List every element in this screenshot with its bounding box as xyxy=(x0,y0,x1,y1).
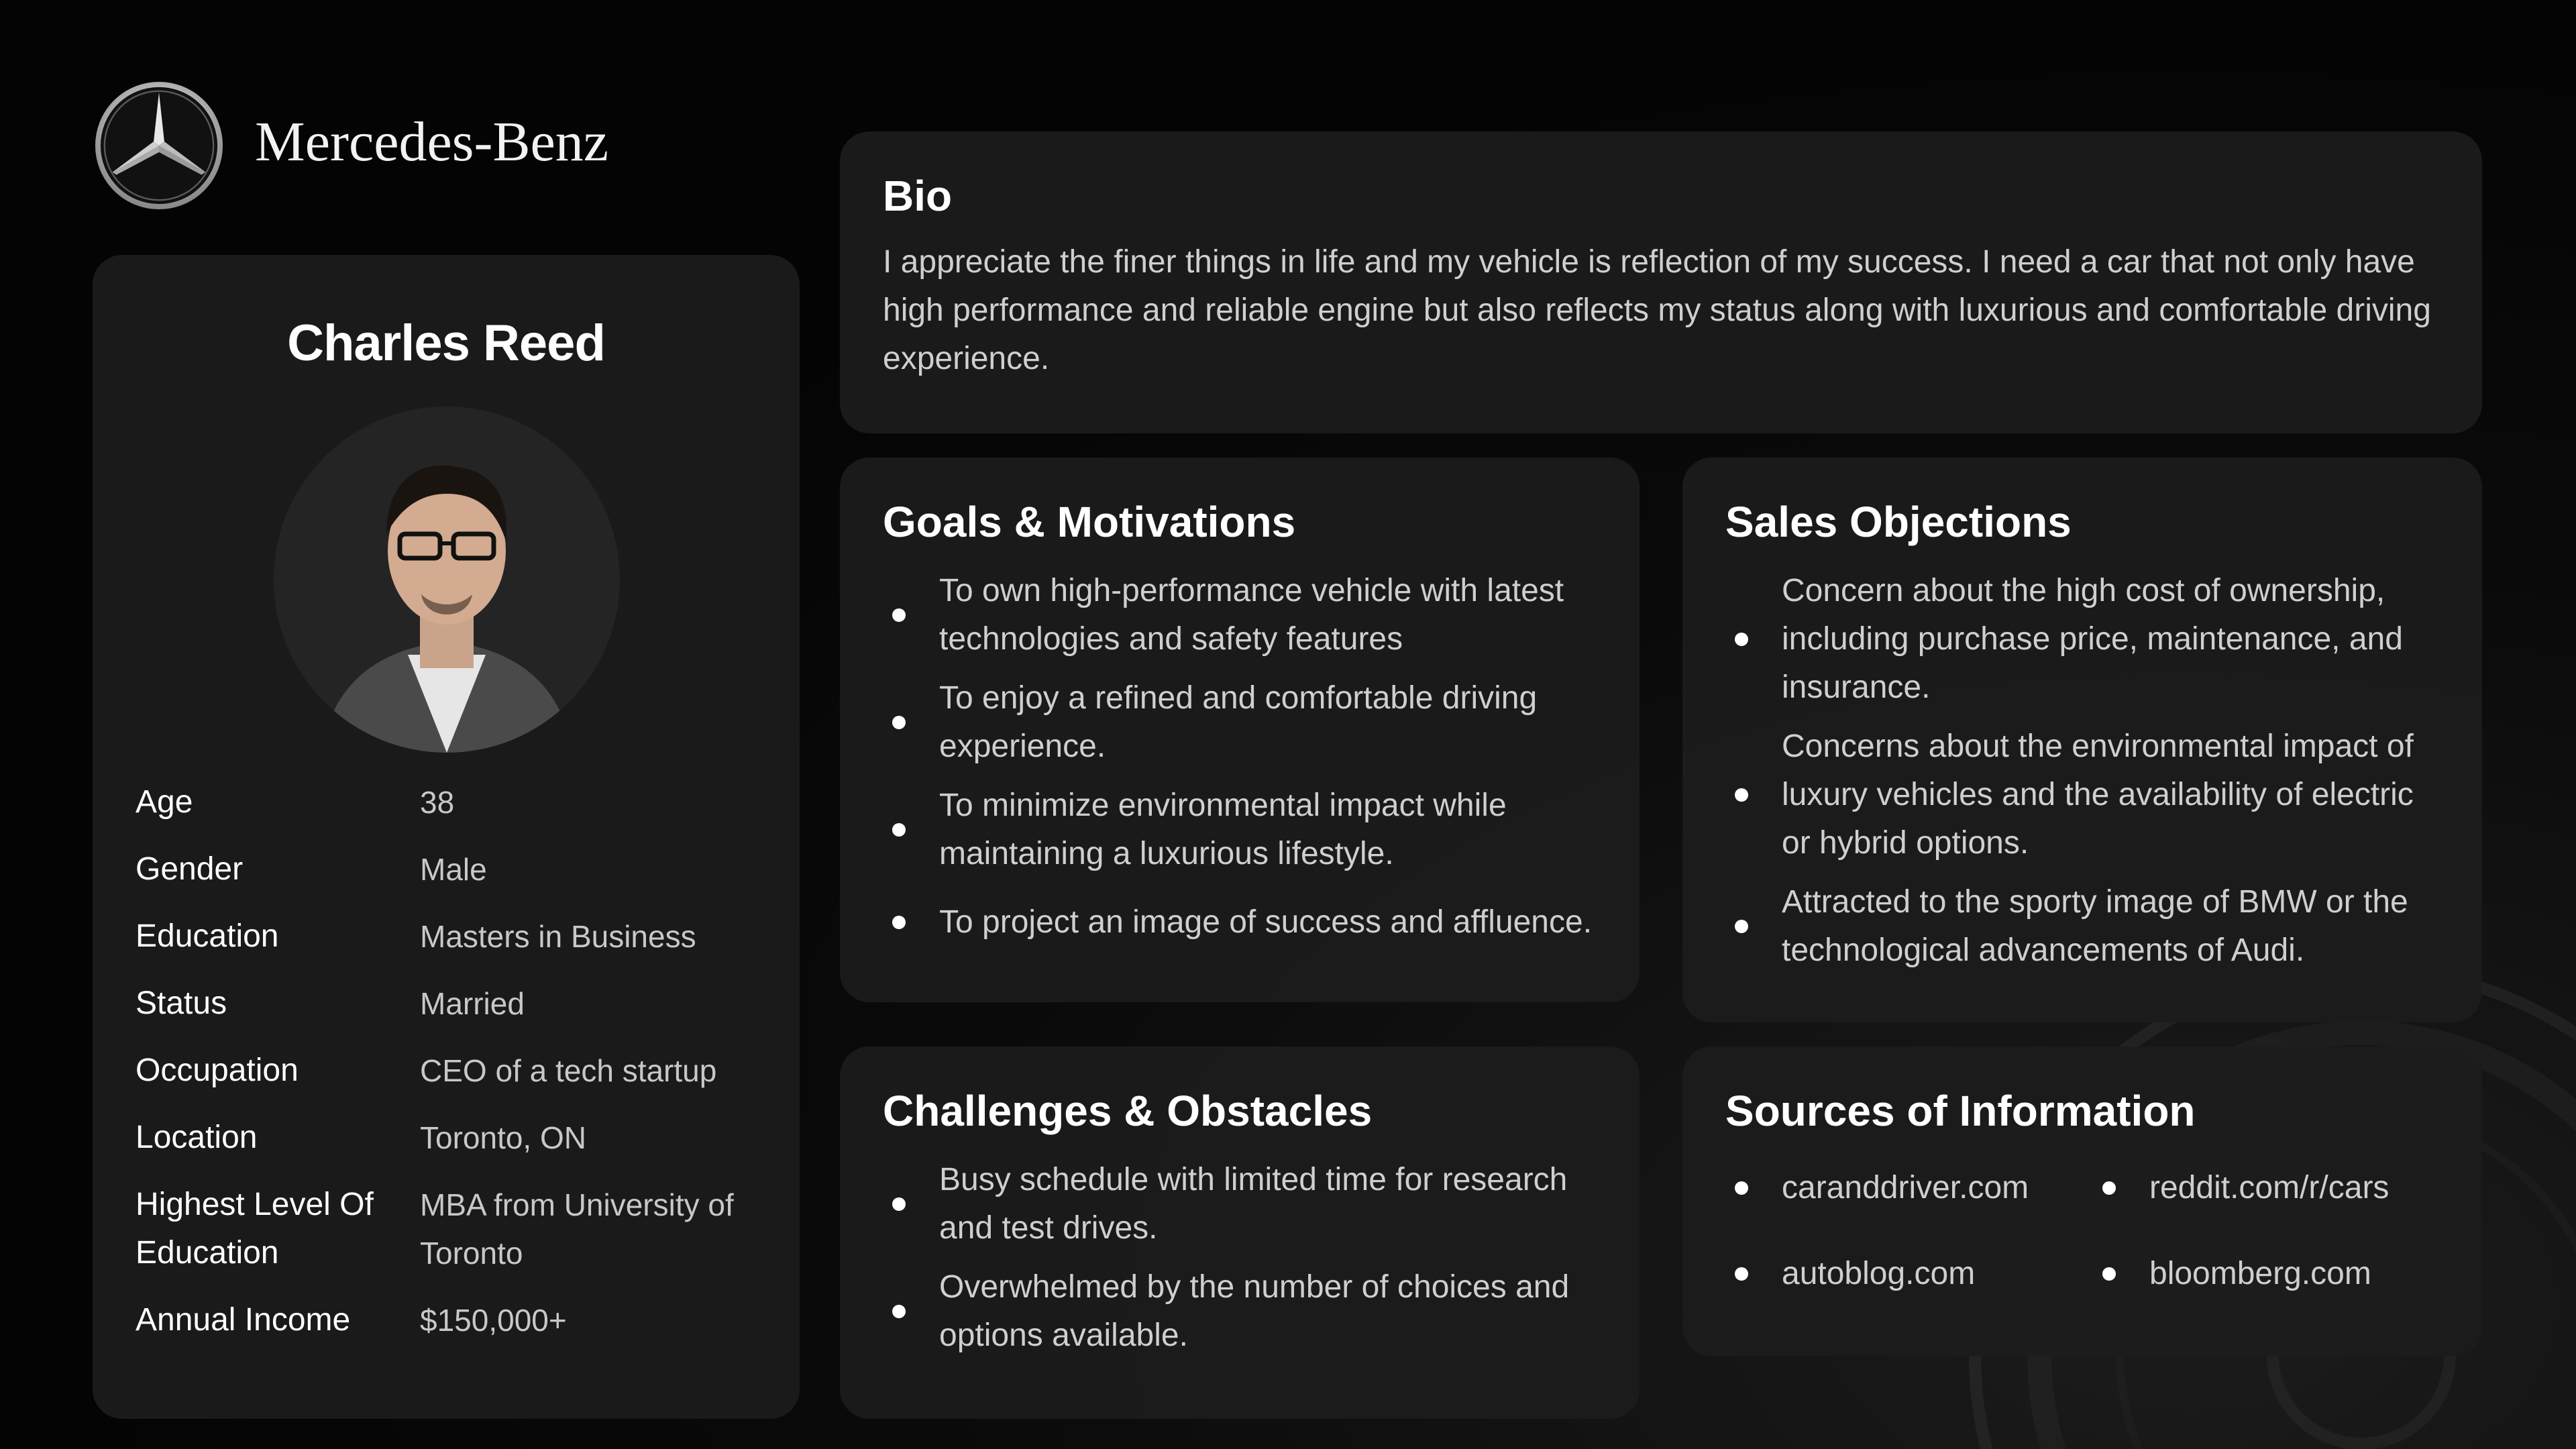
goals-card xyxy=(840,458,1640,1002)
list-item-text: To project an image of success and affluence. xyxy=(939,904,1593,940)
list-item-text: Concern about the high cost of ownership, including purchase price, maintenance, and insurance. xyxy=(1782,572,2403,705)
goals-title: Goals & Motivations xyxy=(883,498,1296,546)
objections-card xyxy=(1682,458,2482,1022)
profile-card xyxy=(93,255,800,1419)
list-item xyxy=(883,898,1597,947)
source-link: autoblog.com xyxy=(1782,1255,1976,1291)
bullet-icon xyxy=(1735,1181,1748,1195)
bullet-icon xyxy=(1735,920,1748,933)
list-item-text: Concerns about the environmental impact of luxury vehicles and the availability of electric or hybrid options. xyxy=(1782,728,2414,861)
source-link: caranddriver.com xyxy=(1782,1169,2029,1205)
attr-label: Highest Level Of Education xyxy=(136,1187,374,1271)
attr-label: Location xyxy=(136,1120,258,1155)
list-item-text: Overwhelmed by the number of choices and options available. xyxy=(939,1269,1570,1353)
list-item-text: To enjoy a refined and comfortable driving experience. xyxy=(939,680,1538,764)
bullet-icon xyxy=(892,1197,906,1211)
goals-list xyxy=(883,567,1597,947)
attr-row-age xyxy=(136,778,766,826)
attr-row-highest-education xyxy=(136,1181,766,1277)
bullet-icon xyxy=(892,716,906,729)
attr-row-status xyxy=(136,979,766,1028)
attr-value: MBA from University of Toronto xyxy=(420,1187,734,1271)
bio-text: I appreciate the finer things in life and my vehicle is reflection of my success. I need a car that not only have high performance and reliable engine but also reflects my status along with luxurious and comfortable driving experience. xyxy=(883,244,2431,376)
bullet-icon xyxy=(892,823,906,837)
source-link: reddit.com/r/cars xyxy=(2149,1169,2390,1205)
attr-label: Annual Income xyxy=(136,1302,351,1338)
sources-title: Sources of Information xyxy=(1725,1087,2196,1135)
attr-row-location xyxy=(136,1114,766,1162)
list-item xyxy=(1725,1164,2093,1212)
bullet-icon xyxy=(892,916,906,929)
challenges-list xyxy=(883,1156,1597,1360)
list-item xyxy=(2093,1250,2461,1298)
list-item-text: To minimize environmental impact while maintaining a luxurious lifestyle. xyxy=(939,787,1507,871)
list-item xyxy=(2093,1164,2461,1212)
attr-value: CEO of a tech startup xyxy=(420,1053,717,1088)
attr-row-occupation xyxy=(136,1046,766,1095)
portrait-photo xyxy=(274,407,620,753)
list-item xyxy=(883,567,1597,663)
sources-card xyxy=(1682,1046,2482,1356)
bullet-icon xyxy=(2102,1181,2116,1195)
bullet-icon xyxy=(892,1305,906,1318)
attr-value: $150,000+ xyxy=(420,1303,567,1338)
attr-value: 38 xyxy=(420,785,455,820)
list-item xyxy=(883,1263,1597,1360)
attr-value: Toronto, ON xyxy=(420,1120,586,1155)
attr-row-education xyxy=(136,912,766,961)
profile-attributes xyxy=(136,778,766,1363)
attr-label: Education xyxy=(136,918,279,954)
challenges-card xyxy=(840,1046,1640,1419)
avatar xyxy=(274,407,620,753)
list-item xyxy=(1725,722,2439,867)
bio-card xyxy=(840,131,2482,433)
bullet-icon xyxy=(1735,1267,1748,1281)
attr-label: Age xyxy=(136,784,193,820)
attr-value: Masters in Business xyxy=(420,919,696,954)
bullet-icon xyxy=(1735,633,1748,646)
bullet-icon xyxy=(1735,788,1748,802)
list-item xyxy=(1725,1250,2093,1298)
objections-list xyxy=(1725,567,2439,975)
attr-row-income xyxy=(136,1296,766,1344)
attr-label: Occupation xyxy=(136,1053,299,1088)
bullet-icon xyxy=(892,608,906,622)
list-item xyxy=(883,1156,1597,1252)
attr-value: Married xyxy=(420,986,525,1021)
attr-value: Male xyxy=(420,852,487,887)
list-item-text: Busy schedule with limited time for research and test drives. xyxy=(939,1161,1568,1246)
sources-list xyxy=(1725,1164,2439,1298)
list-item-text: Attracted to the sporty image of BMW or the technological advancements of Audi. xyxy=(1782,883,2408,968)
challenges-title: Challenges & Obstacles xyxy=(883,1087,1373,1135)
list-item-text: To own high-performance vehicle with latest technologies and safety features xyxy=(939,572,1564,657)
objections-title: Sales Objections xyxy=(1725,498,2072,546)
bullet-icon xyxy=(2102,1267,2116,1281)
list-item xyxy=(883,674,1597,771)
bio-title: Bio xyxy=(883,172,953,220)
list-item xyxy=(883,782,1597,878)
attr-label: Gender xyxy=(136,851,244,887)
brand-name: Mercedes-Benz xyxy=(255,111,609,173)
source-link: bloomberg.com xyxy=(2149,1255,2371,1291)
list-item xyxy=(1725,567,2439,712)
attr-label: Status xyxy=(136,985,227,1021)
attr-row-gender xyxy=(136,845,766,894)
list-item xyxy=(1725,878,2439,975)
mercedes-star-icon xyxy=(93,79,225,212)
profile-name: Charles Reed xyxy=(287,315,605,372)
